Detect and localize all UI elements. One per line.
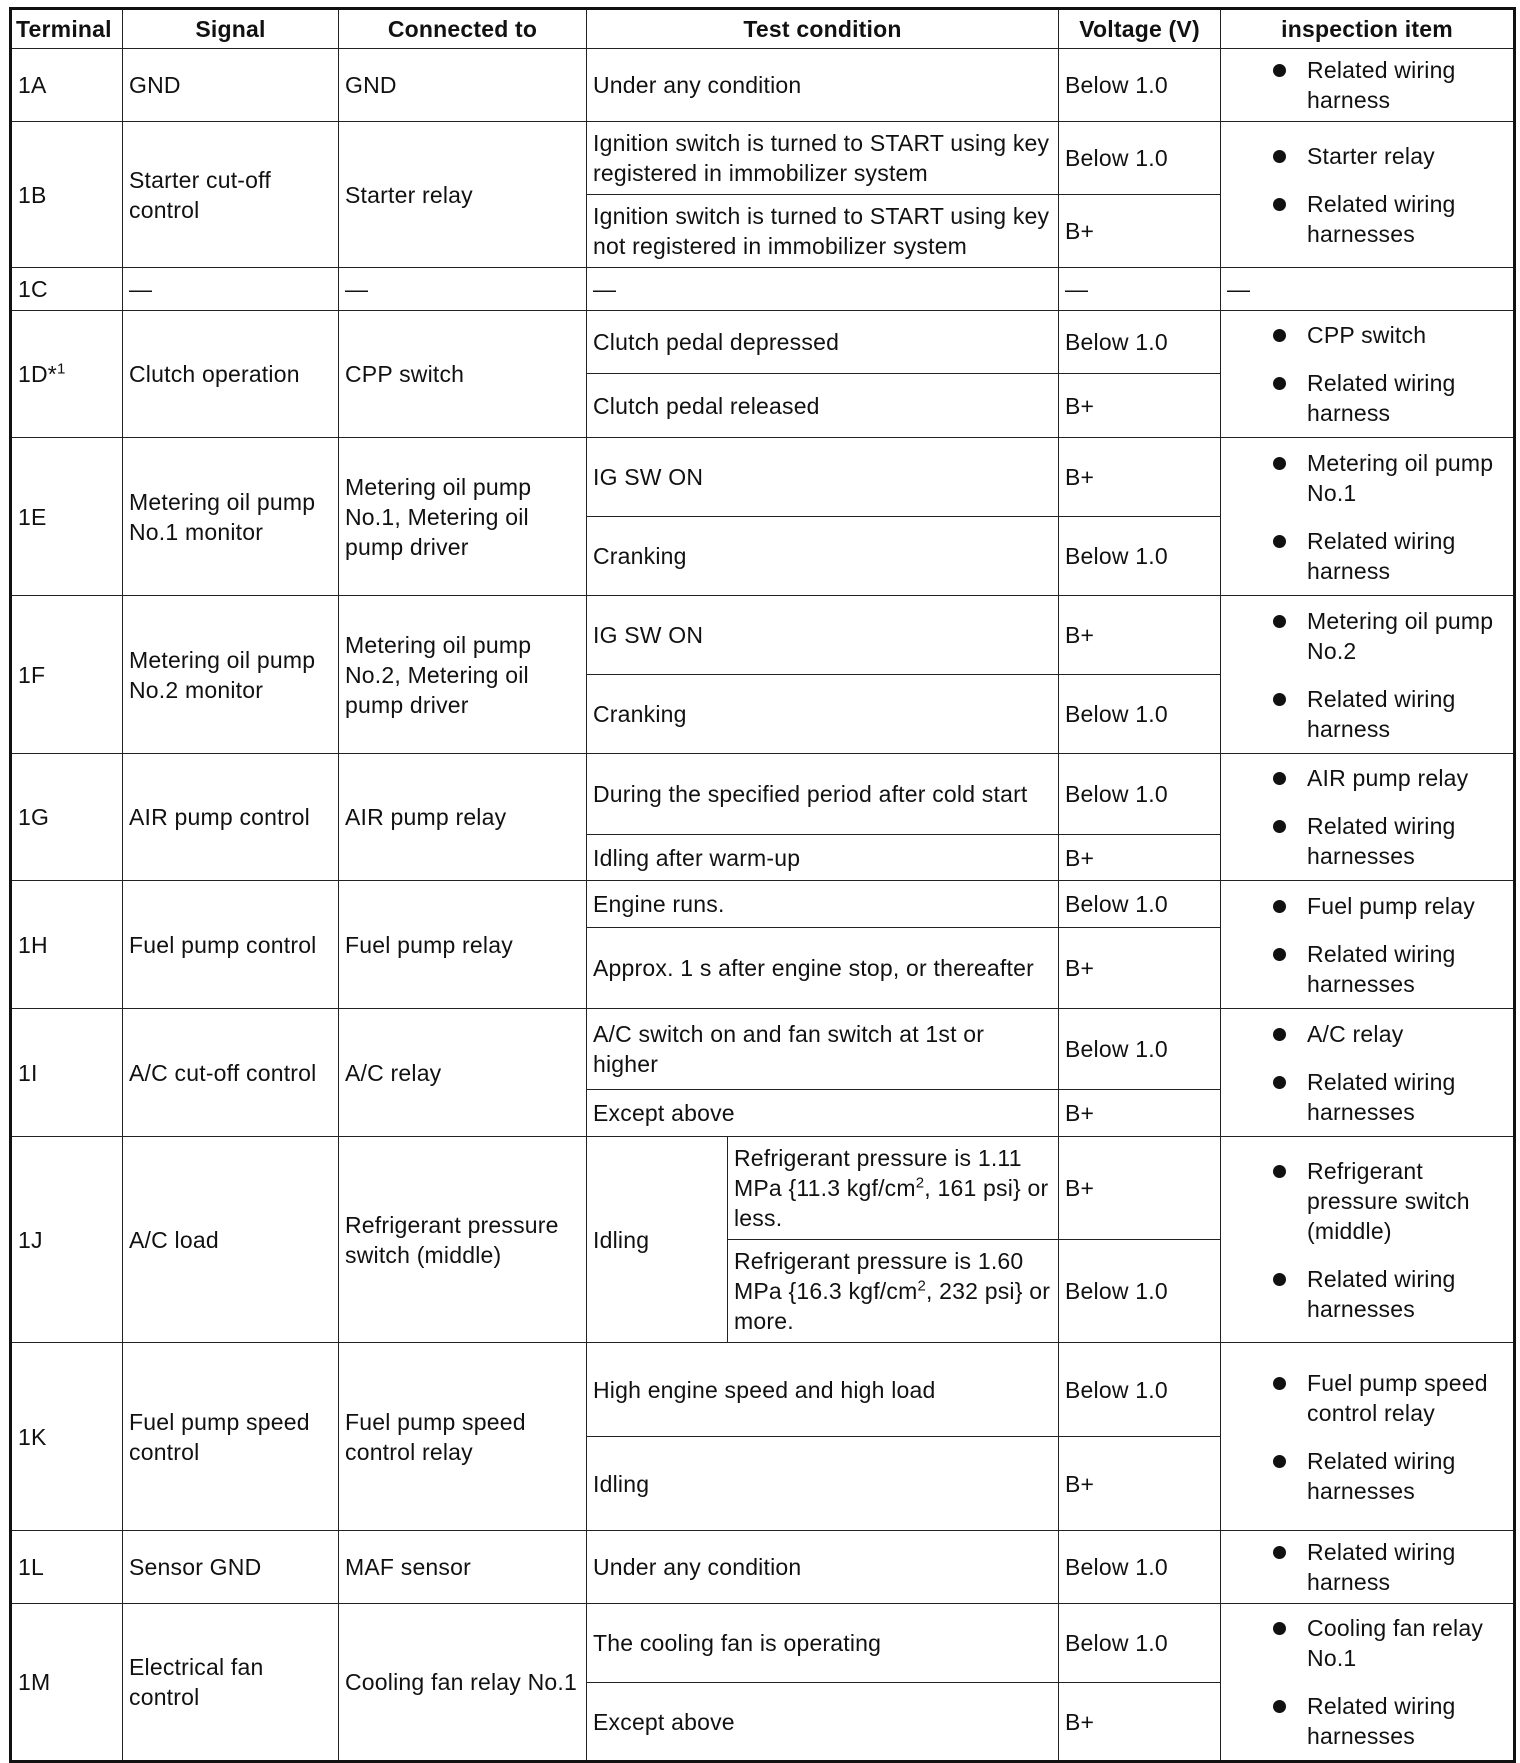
inspection-item-text: Metering oil pump No.1 <box>1307 449 1494 506</box>
condition-cell: Idling <box>587 1437 1059 1531</box>
voltage-cell: B+ <box>1059 1683 1221 1762</box>
condition-cell: Idling after warm-up <box>587 835 1059 881</box>
terminal-cell <box>11 311 123 438</box>
inspection-item-text: Refrigerant pressure switch (middle) <box>1307 1157 1470 1244</box>
header-inspection-item: inspection item <box>1221 9 1515 49</box>
header-terminal: Terminal <box>11 9 123 49</box>
table-row <box>11 311 1515 374</box>
header-voltage: Voltage (V) <box>1059 9 1221 49</box>
condition-cell: The cooling fan is operating <box>587 1604 1059 1683</box>
inspection-item-text: Related wiring harness <box>1307 1539 1456 1595</box>
inspection-item <box>1227 189 1507 249</box>
table-row <box>11 438 1515 517</box>
inspection-cell <box>1221 881 1515 1009</box>
terminal-cell: 1L <box>11 1531 123 1604</box>
inspection-list <box>1227 1537 1507 1597</box>
terminal-cell: 1J <box>11 1137 123 1343</box>
voltage-cell: Below 1.0 <box>1059 311 1221 374</box>
inspection-list <box>1227 1156 1507 1324</box>
inspection-cell <box>1221 1604 1515 1762</box>
signal-cell: Fuel pump control <box>123 881 339 1009</box>
table-row <box>11 1009 1515 1090</box>
inspection-item-text: Related wiring harnesses <box>1307 1693 1456 1749</box>
inspection-item <box>1227 606 1507 666</box>
signal-cell: Starter cut-off control <box>123 122 339 268</box>
voltage-cell: B+ <box>1059 1437 1221 1531</box>
connected-cell: MAF sensor <box>339 1531 587 1604</box>
voltage-cell: Below 1.0 <box>1059 675 1221 754</box>
condition-cell: Cranking <box>587 517 1059 596</box>
bullet-icon <box>1273 900 1286 913</box>
table-row <box>11 122 1515 195</box>
inspection-item-text: Related wiring harnesses <box>1307 190 1456 247</box>
condition-sub-cell <box>728 1137 1059 1240</box>
table-row <box>11 49 1515 122</box>
inspection-item <box>1227 526 1507 586</box>
voltage-cell: Below 1.0 <box>1059 1604 1221 1683</box>
inspection-item-text: Related wiring harnesses <box>1307 1068 1456 1125</box>
inspection-list <box>1227 1368 1507 1506</box>
inspection-item-text: Related wiring harnesses <box>1307 1265 1456 1322</box>
bullet-icon <box>1273 457 1286 470</box>
table-row <box>11 1604 1515 1683</box>
condition-cell: Clutch pedal depressed <box>587 311 1059 374</box>
connected-cell: Fuel pump relay <box>339 881 587 1009</box>
inspection-item <box>1227 939 1507 999</box>
inspection-item-text: Related wiring harnesses <box>1307 1447 1456 1504</box>
connected-cell: Cooling fan relay No.1 <box>339 1604 587 1762</box>
connected-cell: GND <box>339 49 587 122</box>
table-row <box>11 1137 1515 1240</box>
inspection-list <box>1227 1613 1507 1751</box>
footnote-marker: 1 <box>56 360 66 378</box>
terminal-voltage-table <box>9 7 1516 1763</box>
inspection-item-text: Fuel pump speed control relay <box>1307 1369 1488 1426</box>
signal-cell: A/C load <box>123 1137 339 1343</box>
inspection-item <box>1227 763 1507 793</box>
condition-cell: Clutch pedal released <box>587 374 1059 438</box>
inspection-item <box>1227 1264 1507 1324</box>
table-row <box>11 268 1515 311</box>
terminal-voltage-table-sheet <box>9 7 1513 1763</box>
inspection-item-text: Related wiring harness <box>1307 685 1456 742</box>
header-signal: Signal <box>123 9 339 49</box>
inspection-item <box>1227 1613 1507 1673</box>
inspection-cell: — <box>1221 268 1515 311</box>
signal-cell: Metering oil pump No.1 monitor <box>123 438 339 596</box>
signal-cell: AIR pump control <box>123 754 339 881</box>
terminal-cell: 1F <box>11 596 123 754</box>
connected-cell: CPP switch <box>339 311 587 438</box>
bullet-icon <box>1273 772 1286 785</box>
inspection-item-text: Related wiring harness <box>1307 370 1456 426</box>
signal-cell: — <box>123 268 339 311</box>
voltage-cell: B+ <box>1059 195 1221 268</box>
inspection-item-text: Metering oil pump No.2 <box>1307 607 1494 664</box>
condition-main-cell: Idling <box>587 1137 728 1343</box>
inspection-list <box>1227 763 1507 871</box>
signal-cell: Fuel pump speed control <box>123 1343 339 1531</box>
condition-cell: IG SW ON <box>587 596 1059 675</box>
inspection-item <box>1227 1691 1507 1751</box>
inspection-item <box>1227 320 1507 350</box>
voltage-cell: Below 1.0 <box>1059 49 1221 122</box>
condition-sub-text: Refrigerant pressure is 1.60 MPa {16.3 kgf/cm <box>734 1248 1024 1304</box>
bullet-icon <box>1273 1165 1286 1178</box>
header-row <box>11 9 1515 49</box>
bullet-icon <box>1273 64 1286 77</box>
connected-cell: Refrigerant pressure switch (middle) <box>339 1137 587 1343</box>
terminal-label: 1D* <box>18 361 57 387</box>
inspection-item <box>1227 1156 1507 1246</box>
inspection-item <box>1227 141 1507 171</box>
connected-cell: — <box>339 268 587 311</box>
condition-cell: Approx. 1 s after engine stop, or thereafter <box>587 928 1059 1009</box>
voltage-cell: Below 1.0 <box>1059 517 1221 596</box>
voltage-cell: B+ <box>1059 438 1221 517</box>
voltage-cell: B+ <box>1059 928 1221 1009</box>
condition-cell: Under any condition <box>587 49 1059 122</box>
signal-cell: Sensor GND <box>123 1531 339 1604</box>
inspection-list <box>1227 606 1507 744</box>
bullet-icon <box>1273 1622 1286 1635</box>
inspection-item <box>1227 448 1507 508</box>
table-row <box>11 754 1515 835</box>
inspection-cell <box>1221 596 1515 754</box>
inspection-item <box>1227 55 1507 115</box>
inspection-cell <box>1221 122 1515 268</box>
terminal-cell: 1C <box>11 268 123 311</box>
voltage-cell: Below 1.0 <box>1059 881 1221 928</box>
bullet-icon <box>1273 1076 1286 1089</box>
condition-sub-cell <box>728 1240 1059 1343</box>
condition-sub-text: , 232 psi} or more. <box>734 1278 1051 1334</box>
inspection-item-text: Related wiring harnesses <box>1307 940 1456 997</box>
condition-cell: A/C switch on and fan switch at 1st or higher <box>587 1009 1059 1090</box>
condition-cell: IG SW ON <box>587 438 1059 517</box>
terminal-cell: 1H <box>11 881 123 1009</box>
inspection-list <box>1227 1019 1507 1127</box>
voltage-cell: Below 1.0 <box>1059 122 1221 195</box>
terminal-cell: 1I <box>11 1009 123 1137</box>
terminal-cell: 1K <box>11 1343 123 1531</box>
inspection-cell <box>1221 49 1515 122</box>
voltage-cell: B+ <box>1059 1137 1221 1240</box>
inspection-item <box>1227 368 1507 428</box>
voltage-cell: Below 1.0 <box>1059 1240 1221 1343</box>
bullet-icon <box>1273 535 1286 548</box>
inspection-cell <box>1221 1009 1515 1137</box>
condition-sub-text: Refrigerant pressure is 1.11 MPa {11.3 kgf/cm <box>734 1145 1022 1201</box>
inspection-cell <box>1221 311 1515 438</box>
inspection-item-text: A/C relay <box>1307 1020 1404 1047</box>
table-row <box>11 1343 1515 1437</box>
inspection-item-text: AIR pump relay <box>1307 765 1469 791</box>
inspection-item <box>1227 1019 1507 1049</box>
bullet-icon <box>1273 615 1286 628</box>
inspection-item-text: Related wiring harnesses <box>1307 813 1456 869</box>
inspection-item-text: Fuel pump relay <box>1307 892 1475 919</box>
bullet-icon <box>1273 1028 1286 1041</box>
signal-cell: Clutch operation <box>123 311 339 438</box>
voltage-cell: B+ <box>1059 1090 1221 1137</box>
inspection-item-text: CPP switch <box>1307 322 1427 348</box>
bullet-icon <box>1273 198 1286 211</box>
inspection-list <box>1227 448 1507 586</box>
inspection-item-text: Starter relay <box>1307 142 1435 169</box>
terminal-cell: 1M <box>11 1604 123 1762</box>
bullet-icon <box>1273 1455 1286 1468</box>
table-row <box>11 881 1515 928</box>
inspection-item <box>1227 1446 1507 1506</box>
connected-cell: Starter relay <box>339 122 587 268</box>
bullet-icon <box>1273 693 1286 706</box>
voltage-cell: B+ <box>1059 596 1221 675</box>
connected-cell: Metering oil pump No.1, Metering oil pump driver <box>339 438 587 596</box>
terminal-cell: 1B <box>11 122 123 268</box>
superscript: 2 <box>917 1277 926 1295</box>
inspection-cell <box>1221 754 1515 881</box>
voltage-cell: B+ <box>1059 374 1221 438</box>
inspection-cell <box>1221 1531 1515 1604</box>
connected-cell: A/C relay <box>339 1009 587 1137</box>
inspection-item-text: Cooling fan relay No.1 <box>1307 1615 1484 1671</box>
voltage-cell: Below 1.0 <box>1059 1531 1221 1604</box>
header-test-condition: Test condition <box>587 9 1059 49</box>
inspection-list <box>1227 891 1507 999</box>
condition-cell: Engine runs. <box>587 881 1059 928</box>
condition-cell: Under any condition <box>587 1531 1059 1604</box>
condition-cell: Except above <box>587 1090 1059 1137</box>
connected-cell: Fuel pump speed control relay <box>339 1343 587 1531</box>
bullet-icon <box>1273 377 1286 390</box>
terminal-cell: 1E <box>11 438 123 596</box>
inspection-cell <box>1221 438 1515 596</box>
inspection-cell <box>1221 1137 1515 1343</box>
signal-cell: Metering oil pump No.2 monitor <box>123 596 339 754</box>
table-row <box>11 596 1515 675</box>
voltage-cell: Below 1.0 <box>1059 754 1221 835</box>
inspection-item <box>1227 1067 1507 1127</box>
bullet-icon <box>1273 948 1286 961</box>
inspection-item <box>1227 1537 1507 1597</box>
inspection-item-text: Related wiring harness <box>1307 527 1456 584</box>
inspection-item <box>1227 1368 1507 1428</box>
condition-cell: High engine speed and high load <box>587 1343 1059 1437</box>
signal-cell: Electrical fan control <box>123 1604 339 1762</box>
bullet-icon <box>1273 1273 1286 1286</box>
voltage-cell: Below 1.0 <box>1059 1343 1221 1437</box>
condition-cell: Ignition switch is turned to START using key not registered in immobilizer system <box>587 195 1059 268</box>
condition-cell: — <box>587 268 1059 311</box>
bullet-icon <box>1273 329 1286 342</box>
voltage-cell: — <box>1059 268 1221 311</box>
condition-cell: Ignition switch is turned to START using key registered in immobilizer system <box>587 122 1059 195</box>
terminal-cell: 1G <box>11 754 123 881</box>
bullet-icon <box>1273 820 1286 833</box>
bullet-icon <box>1273 1700 1286 1713</box>
inspection-item <box>1227 891 1507 921</box>
voltage-cell: Below 1.0 <box>1059 1009 1221 1090</box>
table-row <box>11 1531 1515 1604</box>
inspection-item-text: Related wiring harness <box>1307 57 1456 113</box>
connected-cell: AIR pump relay <box>339 754 587 881</box>
superscript: 2 <box>915 1174 925 1192</box>
voltage-cell: B+ <box>1059 835 1221 881</box>
inspection-item <box>1227 811 1507 871</box>
bullet-icon <box>1273 1377 1286 1390</box>
bullet-icon <box>1273 1546 1286 1559</box>
header-connected-to: Connected to <box>339 9 587 49</box>
condition-cell: Except above <box>587 1683 1059 1762</box>
connected-cell: Metering oil pump No.2, Metering oil pump driver <box>339 596 587 754</box>
condition-cell: Cranking <box>587 675 1059 754</box>
inspection-list <box>1227 141 1507 249</box>
inspection-item <box>1227 684 1507 744</box>
condition-sub-text: , 161 psi} or less. <box>734 1175 1049 1231</box>
terminal-cell: 1A <box>11 49 123 122</box>
inspection-list <box>1227 55 1507 115</box>
bullet-icon <box>1273 150 1286 163</box>
signal-cell: A/C cut-off control <box>123 1009 339 1137</box>
condition-cell: During the specified period after cold start <box>587 754 1059 835</box>
signal-cell: GND <box>123 49 339 122</box>
inspection-cell <box>1221 1343 1515 1531</box>
inspection-list <box>1227 320 1507 428</box>
